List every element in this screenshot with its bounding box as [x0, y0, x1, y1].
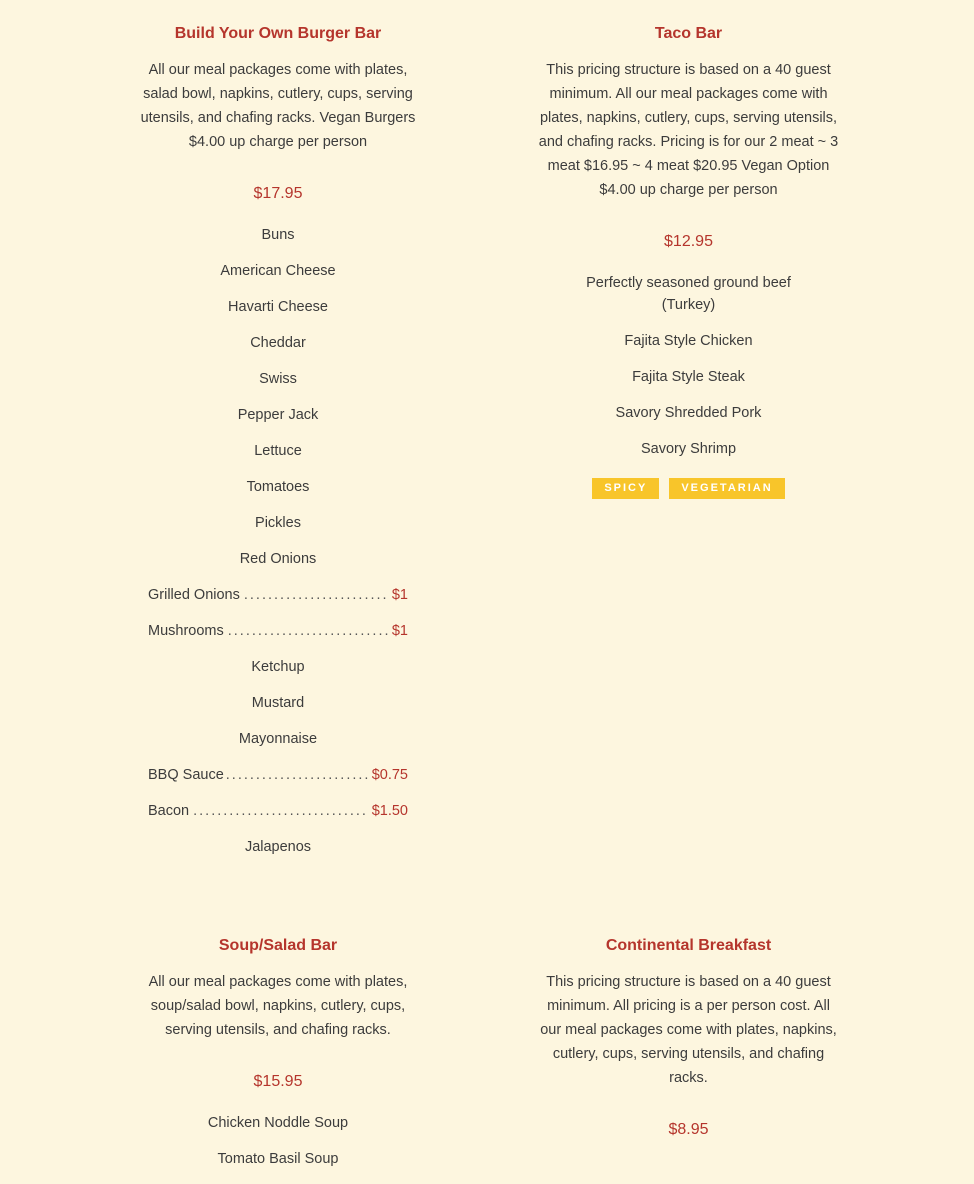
section-price: $8.95 — [668, 1121, 709, 1138]
item-name: Bacon — [148, 803, 190, 819]
menu-item-priced — [138, 764, 418, 800]
menu-item: Ketchup — [251, 659, 305, 675]
menu-item-list — [536, 272, 841, 474]
section-price: $12.95 — [664, 233, 713, 250]
menu-item: Fajita Style Steak — [632, 369, 745, 385]
menu-item: Jalapenos — [244, 839, 312, 855]
section-title: Continental Breakfast — [605, 937, 772, 954]
section-description: This pricing structure is based on a 40 guest minimum. All pricing is a per person cost. All our meal packages come with plates, napkins, cutlery, cups, serving utensils, and chafing racks. — [540, 974, 837, 1086]
menu-item: Savory Shredded Pork — [615, 405, 762, 421]
section-title: Build Your Own Burger Bar — [174, 25, 382, 42]
item-name: Perfectly seasoned ground beef (Turkey) — [586, 275, 791, 313]
burger-bar-section — [138, 24, 418, 872]
section-title: Soup/Salad Bar — [218, 937, 338, 954]
menu-item: Chicken Noddle Soup — [207, 1115, 349, 1131]
menu-item: American Cheese — [220, 263, 336, 279]
menu-item: Pepper Jack — [237, 407, 319, 423]
tag-vegetarian: VEGETARIAN — [669, 478, 784, 499]
item-name: Grilled Onions — [148, 587, 240, 603]
section-description: All our meal packages come with plates, salad bowl, napkins, cutlery, cups, serving utensils, and chafing racks. Vegan Burgers $4.00 up charge per person — [140, 62, 416, 150]
item-price: $1.50 — [371, 803, 408, 819]
item-price: $1 — [391, 623, 408, 639]
menu-item: Red Onions — [239, 551, 317, 567]
dot-leader — [226, 764, 368, 786]
section-description: This pricing structure is based on a 40 guest minimum. All our meal packages come with plates, napkins, cutlery, cups, serving utensils, and chafing racks. Pricing is for our 2 meat ~ 3 meat $16.95 ~ 4 meat $20.95 Vegan Option $4.00 up charge per person — [538, 62, 839, 198]
menu-item: Havarti Cheese — [228, 299, 328, 315]
taco-bar-section — [536, 24, 841, 499]
soup-salad-bar-section — [138, 936, 418, 1184]
item-name: Mushrooms — [148, 623, 224, 639]
menu-item: Buns — [261, 227, 295, 243]
menu-item-list — [138, 224, 418, 872]
menu-item: Tomatoes — [246, 479, 310, 495]
menu-item: Swiss — [259, 371, 297, 387]
dot-leader — [193, 800, 368, 822]
dot-leader — [244, 584, 388, 606]
menu-item: Lettuce — [254, 443, 302, 459]
menu-item: Pickles — [255, 515, 301, 531]
menu-item: Tomato Basil Soup — [217, 1151, 339, 1167]
section-description: All our meal packages come with plates, soup/salad bowl, napkins, cutlery, cups, serving utensils, and chafing racks. — [148, 974, 408, 1038]
menu-item: Cheddar — [250, 335, 306, 351]
tag-spicy: SPICY — [592, 478, 659, 499]
section-price: $17.95 — [253, 185, 303, 202]
menu-item: Mayonnaise — [238, 731, 318, 747]
continental-breakfast-section — [536, 936, 841, 1140]
item-price: $0.75 — [371, 767, 408, 783]
menu-item-priced — [138, 620, 418, 656]
dietary-tags — [536, 478, 841, 499]
menu-item — [536, 272, 841, 330]
item-name: BBQ Sauce — [148, 767, 224, 783]
section-price: $15.95 — [253, 1073, 303, 1090]
menu-item: Fajita Style Chicken — [624, 333, 753, 349]
menu-item-priced — [138, 800, 418, 836]
menu-item-priced — [138, 584, 418, 620]
menu-item-list — [138, 1112, 418, 1184]
item-price: $1 — [391, 587, 408, 603]
menu-item: Savory Shrimp — [640, 441, 737, 457]
section-title: Taco Bar — [654, 25, 723, 42]
menu-item: Mustard — [251, 695, 305, 711]
dot-leader — [228, 620, 388, 642]
